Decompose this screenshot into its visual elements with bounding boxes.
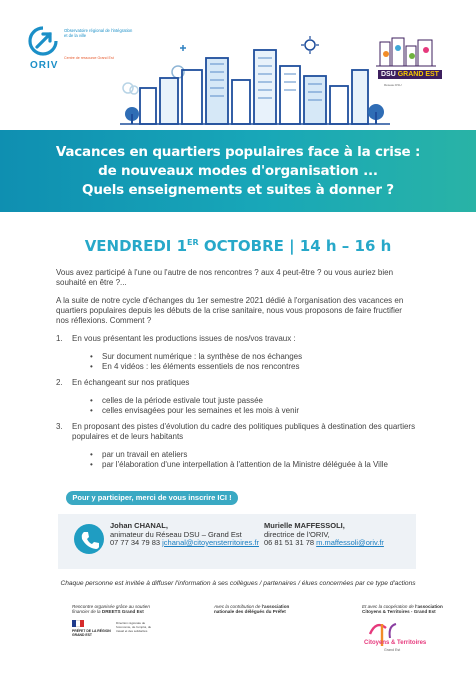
bullet-item: • En 4 vidéos : les éléments essentiels de nos rencontres [90,362,416,372]
context-paragraph: A la suite de notre cycle d'échanges du 1er semestre 2021 dédié à l'organisation des vacances en quartiers populaires depuis les débuts de la crise sanitaire, nous vous proposons de faire fructifier nos réflexions. Comment ? [56,296,404,325]
list-text: En échangeant sur nos pratiques [72,378,190,387]
banner-title-line-3: Quels enseignements et suites à donner ? [82,182,394,198]
banner-title-line-2: de nouveaux modes d'organisation ... [98,163,378,179]
oriv-tagline: Centre de ressource Grand Est [64,56,114,60]
credit-delegues: Avec la contribution de l'association nationale des délégués du Préfet [214,604,290,615]
dsu-logo[interactable] [374,34,444,96]
dsu-tiny-text: Réseau DSU [384,83,402,87]
oriv-subtitle: Observatoire régional de l'intégration et de la ville [64,28,133,38]
list-number: 2. [56,378,63,387]
bullet-list-2 [90,396,416,416]
dsu-badge: DSU GRAND EST [378,70,442,79]
contact-role: animateur du Réseau DSU – Grand Est [110,529,242,539]
contact-johan [110,522,259,548]
list-text: En vous présentant les productions issues de nos/vos travaux : [72,334,296,343]
content [56,268,416,476]
citoyens-territoires-logo [362,616,432,656]
header [0,0,476,132]
list-item-3 [56,422,416,442]
event-time: OCTOBRE | 14 h – 16 h [198,237,392,255]
bullet-list-3 [90,450,416,470]
french-flag-icon [72,620,84,627]
credit-citoyens: Et avec la coopération de l'association Citoyens & Territoires - Grand Est [362,604,443,615]
bullet-item: • par un travail en ateliers [90,450,416,460]
oriv-name: ORIV [30,60,59,71]
ct-logo-sub: Grand Est [384,648,401,652]
phone-icon [74,524,104,554]
contact-email-link[interactable]: jchanal@citoyensterritoires.fr [162,538,259,547]
contact-role: directrice de l'ORIV, [264,529,330,539]
title-banner [0,130,476,212]
credit-dreets: Rencontre organisée grâce au soutien financier de la DREETS Grand Est [72,604,150,615]
contact-phone[interactable]: 06 81 51 31 78 [264,538,315,547]
contact-band [58,514,416,569]
city-illustration [120,30,390,130]
list-number: 1. [56,334,63,343]
contact-murielle [264,522,384,548]
event-day-suffix: ER [187,238,199,247]
dreets-text: Direction régionale de l'économie, de l'emploi, du travail et des solidarités [116,621,152,633]
list-text: En proposant des pistes d'évolution du cadre des politiques publiques à destination des quartiers populaires et de leurs habitants [72,422,416,441]
list-item-1 [56,334,416,344]
list-number: 3. [56,422,63,431]
bullet-item: • Sur document numérique : la synthèse de nos échanges [90,352,416,362]
footer-note: Chaque personne est invitée à diffuser l'information à ses collègues / partenaires / élues concernées par ce type d'actions [60,580,416,587]
register-button[interactable]: Pour y participer, merci de vous inscrire ICI ! [66,491,238,505]
ct-logo-text: Citoyens & Territoires [364,640,427,646]
prefet-logo: PRÉFET DE LA RÉGION GRAND EST [72,620,112,637]
oriv-mark-icon [28,26,58,56]
bullet-item: • celles envisagées pour les semaines et les mois à venir [90,406,416,416]
bullet-item: • par l'élaboration d'une interpellation à l'attention de la Ministre déléguée à la Ville [90,460,416,470]
contact-phone[interactable]: 07 77 34 79 83 [110,538,161,547]
bullet-item: • celles de la période estivale tout juste passée [90,396,416,406]
phone-badge [74,524,104,554]
banner-title-line-1: Vacances en quartiers populaires face à la crise : [55,144,421,160]
contact-email-link[interactable]: m.maffessoli@oriv.fr [316,538,384,547]
contact-details [110,539,259,548]
contact-name: Johan CHANAL, [110,521,168,530]
intro-paragraph: Vous avez participé à l'une ou l'autre de nos rencontres ? aux 4 peut-être ? ou vous auriez bien souhaité en être ?... [56,268,394,287]
list-item-2 [56,378,416,388]
event-day: VENDREDI 1 [84,237,188,255]
event-date [0,237,476,255]
dsu-illustration-icon [374,34,444,70]
bullet-list-1 [90,352,416,372]
contact-details [264,539,384,548]
contact-name: Murielle MAFFESSOLI, [264,521,345,530]
